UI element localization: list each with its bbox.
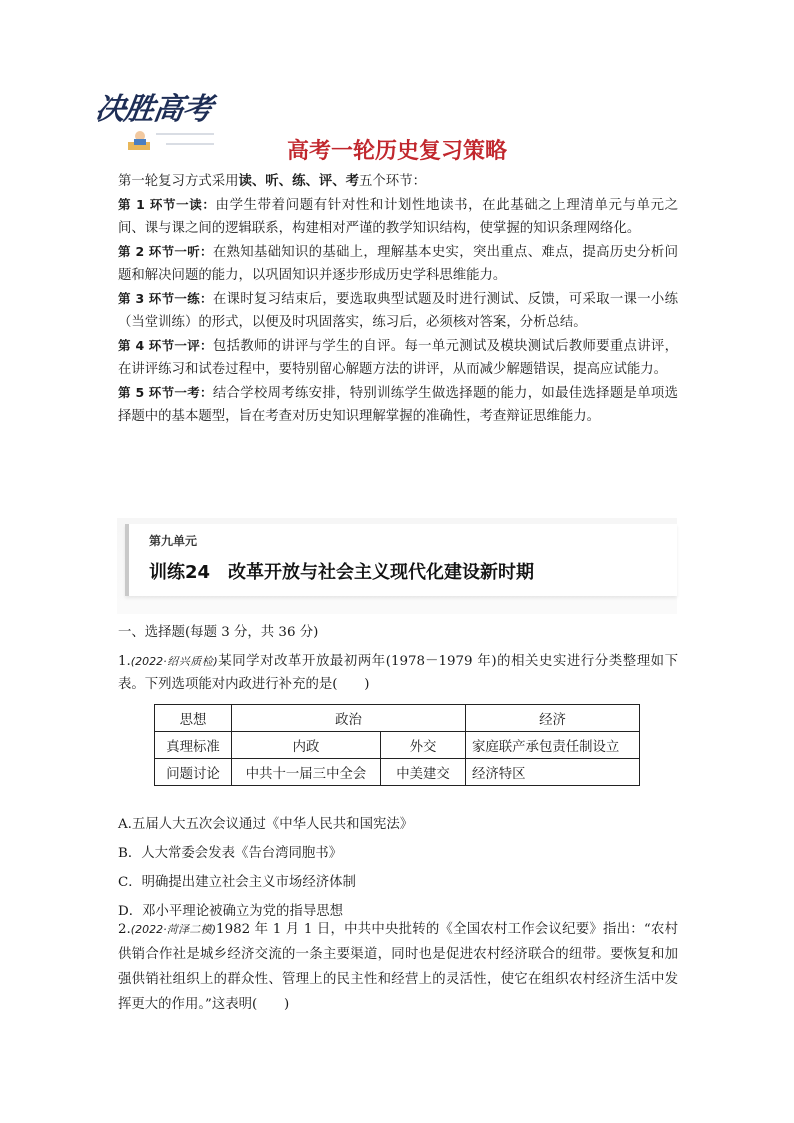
step-label: 第 3 环节一练：: [118, 291, 213, 306]
step-text: 结合学校周考练安排，特别训练学生做选择题的能力，如最佳选择题是单项选择题中的基本题型，旨在考查对历史知识理解掌握的准确性，考查辩证思维能力。: [118, 386, 679, 424]
question-number: 1.: [118, 654, 131, 669]
option-b[interactable]: B．人大常委会发表《告台湾同胞书》: [118, 846, 343, 861]
question-number: 2.: [118, 922, 131, 937]
question-2: [118, 917, 678, 1017]
step-label: 第 2 环节一听：: [118, 244, 213, 259]
table-header-cell: 政治: [232, 705, 466, 732]
unit-title: 训练24 改革开放与社会主义现代化建设新时期: [149, 562, 535, 583]
intro-lead-bold: 读、听、练、评、考: [238, 173, 360, 189]
step-text: 在熟知基础知识的基础上，理解基本史实，突出重点、难点，提高历史分析问题和解决问题的能力，以巩固知识并逐步形成历史学科思维能力。: [118, 245, 679, 283]
question-source: (2022·绍兴质检): [130, 655, 218, 668]
step-5: [118, 381, 678, 428]
question-1: [118, 650, 678, 696]
option-a[interactable]: A.五届人大五次会议通过《中华人民共和国宪法》: [118, 817, 414, 832]
history-table: [154, 704, 640, 786]
step-text: 在课时复习结束后，要选取典型试题及时进行测试、反馈，可采取一课一小练（当堂训练）的形式，以便及时巩固落实，练习后，必须核对答案，分析总结。: [118, 292, 679, 330]
table-cell: 家庭联产承包责任制设立: [466, 732, 640, 759]
table-row: [155, 732, 640, 759]
step-text: 由学生带着问题有针对性和计划性地读书，在此基础之上理清单元与单元之间、课与课之间的逻辑联系，构建相对严谨的教学知识结构，使掌握的知识条理网络化。: [118, 198, 678, 236]
table-cell: 外交: [381, 732, 466, 759]
intro-lead: [118, 170, 678, 193]
question-stem: 1982 年 1 月 1 日，中共中央批转的《全国农村工作会议纪要》指出：“农村供销合作社是城乡经济交流的一条主要渠道，同时也是促进农村经济联合的纽带。要恢复和加强供销社组织上的群众性、管理上的民主性和经营上的灵活性，使它在组织农村经济生活中发挥更大的作用。”这表明( ): [118, 922, 679, 1012]
step-label: 第 4 环节一评：: [118, 338, 213, 353]
q1-options: [118, 810, 413, 926]
table-cell: 内政: [232, 732, 381, 759]
table-cell: 中共十一届三中全会: [232, 759, 381, 786]
step-2: [118, 240, 678, 287]
option-c[interactable]: C．明确提出建立社会主义市场经济体制: [118, 875, 356, 890]
unit-banner: [117, 518, 677, 614]
step-label: 第 1 环节一读：: [118, 197, 216, 212]
table-header-cell: 思想: [155, 705, 232, 732]
table-cell: 问题讨论: [155, 759, 232, 786]
step-label: 第 5 环节一考：: [118, 385, 213, 400]
question-stem: 某同学对改革开放最初两年(1978－1979 年)的相关史实进行分类整理如下表。下列选项能对内政进行补充的是( ): [118, 654, 679, 692]
table-row: [155, 759, 640, 786]
unit-card: [125, 524, 677, 596]
option-d[interactable]: D．邓小平理论被确立为党的指导思想: [118, 904, 343, 919]
step-3: [118, 287, 678, 334]
intro-section: [118, 170, 678, 428]
step-1: [118, 193, 678, 240]
table-cell: 中美建交: [381, 759, 466, 786]
table-cell: 经济特区: [466, 759, 640, 786]
table-header-cell: 经济: [466, 705, 640, 732]
step-text: 包括教师的讲评与学生的自评。每一单元测试及模块测试后教师要重点讲评，在讲评练习和试卷过程中，要特别留心解题方法的讲评，从而减少解题错误，提高应试能力。: [118, 339, 679, 377]
logo-text: 决胜高考: [93, 92, 214, 127]
unit-label: 第九单元: [149, 534, 198, 548]
intro-lead-text: 第一轮复习方式采用: [118, 174, 239, 189]
section-heading: 一、选择题(每题 3 分，共 36 分): [118, 625, 319, 640]
intro-lead-tail: 五个环节：: [359, 174, 426, 189]
table-cell: 真理标准: [155, 732, 232, 759]
step-4: [118, 334, 678, 381]
table-header-row: [155, 705, 640, 732]
page-title: 高考一轮历史复习策略: [286, 139, 507, 164]
question-source: (2022·菏泽二模): [130, 923, 217, 936]
